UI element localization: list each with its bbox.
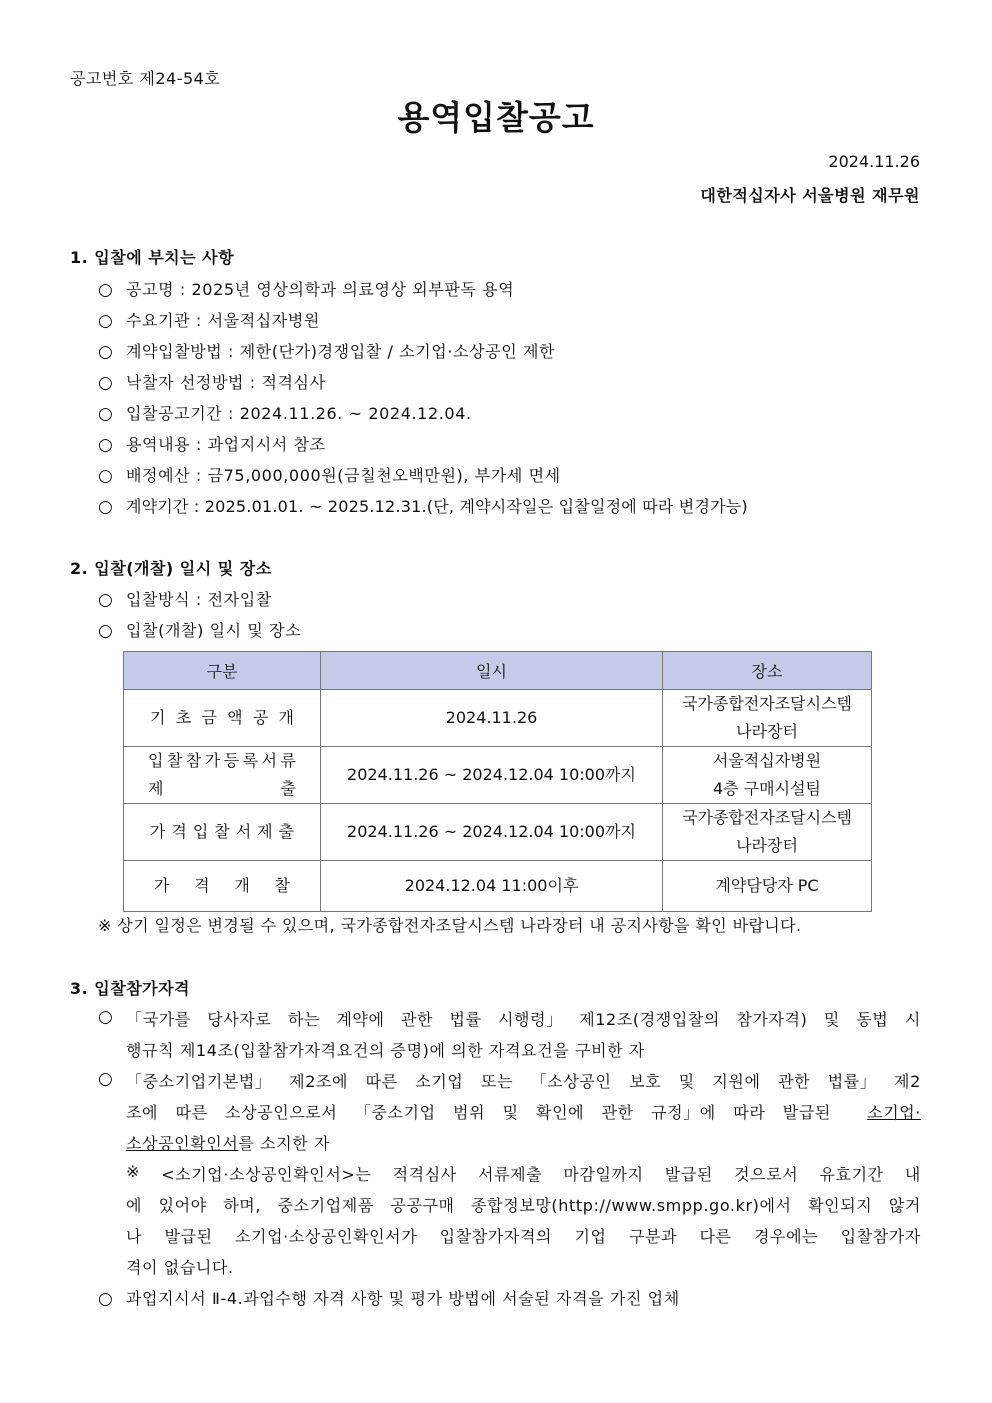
bullet-circle-icon: ○ bbox=[98, 497, 114, 517]
label-char: 개 bbox=[278, 708, 294, 727]
notice-number: 공고번호 제24-54호 bbox=[70, 69, 221, 88]
table-cell-category bbox=[124, 818, 320, 846]
bullet-text: 낙찰자 선정방법 : 적격심사 bbox=[126, 373, 326, 392]
table-cell-place: 계약담당자 PC bbox=[663, 861, 872, 912]
bullet-text: 계약입찰방법 : 제한(단가)경쟁입찰 / 소기업·소상공인 제한 bbox=[126, 342, 556, 361]
section-1-item bbox=[98, 308, 320, 331]
line-word: 관한 bbox=[778, 1072, 811, 1091]
line-word: 따른 bbox=[175, 1103, 208, 1122]
paragraph-line: 행규칙 제14조(입찰참가자격요건의 증명)에 의한 자격요건을 구비한 자 bbox=[126, 1041, 645, 1060]
table-cell-category bbox=[124, 704, 320, 732]
label-char: 등 bbox=[223, 751, 240, 770]
line-word: 하는 bbox=[287, 1010, 320, 1029]
label-char: 서 bbox=[235, 822, 252, 841]
place-line: 국가종합전자조달시스템 bbox=[681, 808, 853, 827]
line-word: 않거 bbox=[888, 1196, 921, 1215]
line-word: 유효기간 bbox=[819, 1165, 884, 1184]
table-row bbox=[124, 861, 872, 912]
label-char: 가 bbox=[204, 751, 221, 770]
label-char: 개 bbox=[234, 876, 250, 895]
line-word: 입찰참가자격의 bbox=[439, 1227, 553, 1246]
label-char: 금 bbox=[201, 708, 217, 727]
table-header-category: 구분 bbox=[124, 652, 321, 690]
bullet-circle-icon: ○ bbox=[98, 621, 114, 641]
section-1-item bbox=[98, 277, 514, 300]
line-word: 입찰참가자 bbox=[840, 1227, 921, 1246]
justified-line bbox=[126, 1224, 921, 1247]
bullet-text: 입찰(개찰) 일시 및 장소 bbox=[126, 621, 302, 640]
label-char: 기 bbox=[150, 708, 166, 727]
justified-line bbox=[126, 1162, 921, 1185]
table-header-place: 장소 bbox=[663, 652, 872, 690]
bullet-text: 입찰방식 : 전자입찰 bbox=[126, 590, 272, 609]
line-word: 및 bbox=[502, 1103, 519, 1122]
line-word: 및 bbox=[678, 1072, 695, 1091]
justified-line bbox=[126, 1069, 921, 1092]
bullet-circle-icon: ○ bbox=[98, 1007, 114, 1027]
underlined-text: 소기업· bbox=[867, 1103, 921, 1122]
table-cell-datetime: 2024.12.04 11:00이후 bbox=[321, 861, 663, 912]
line-word: 종합정보망(http://www.smpp.go.kr)에서 bbox=[471, 1196, 792, 1215]
place-line: 4층 구매시설팀 bbox=[712, 779, 821, 798]
table-cell-place bbox=[663, 747, 872, 804]
line-word: 중소기업제품 bbox=[277, 1196, 374, 1215]
line-word: 구분과 bbox=[628, 1227, 678, 1246]
line-word: 적격심사 bbox=[392, 1165, 457, 1184]
line-word: 공공구매 bbox=[390, 1196, 455, 1215]
line-word: 기업 bbox=[574, 1227, 607, 1246]
line-word: 시행령」 bbox=[498, 1010, 563, 1029]
section-2-item bbox=[98, 618, 301, 641]
label-char: 참 bbox=[185, 751, 202, 770]
label-char: 입 bbox=[192, 822, 209, 841]
table-cell-datetime: 2024.11.26 ~ 2024.12.04 10:00까지 bbox=[321, 747, 663, 804]
label-char: 찰 bbox=[214, 822, 230, 841]
line-word: 동법 bbox=[856, 1010, 889, 1029]
section-2-item bbox=[98, 587, 272, 610]
line-word: 또는 bbox=[481, 1072, 514, 1091]
line-word: 「소상공인 bbox=[530, 1072, 612, 1091]
label-char: 액 bbox=[227, 708, 243, 727]
place-line: 나라장터 bbox=[736, 836, 798, 855]
line-word: 따른 bbox=[365, 1072, 398, 1091]
table-row bbox=[124, 747, 872, 804]
line-word: 제2 bbox=[894, 1072, 921, 1091]
line-word: 내 bbox=[904, 1165, 921, 1184]
document-title: 용역입찰공고 bbox=[397, 98, 595, 137]
line-word: 범위 bbox=[453, 1103, 486, 1122]
line-word: 있어야 bbox=[158, 1196, 207, 1215]
label-char: 류 bbox=[280, 751, 296, 770]
line-word: ※ bbox=[126, 1162, 141, 1181]
table-cell-place bbox=[663, 690, 872, 747]
bullet-circle-icon: ○ bbox=[98, 590, 114, 610]
label-char: 찰 bbox=[166, 751, 183, 770]
category-line bbox=[124, 747, 320, 775]
table-cell-datetime: 2024.11.26 bbox=[321, 690, 663, 747]
section-3-heading: 3. 입찰참가자격 bbox=[70, 979, 191, 998]
section-3-item-2 bbox=[98, 1069, 126, 1089]
bullet-text: 배정예산 : 금75,000,000원(금칠천오백만원), 부가세 면세 bbox=[126, 466, 561, 485]
bullet-circle-icon: ○ bbox=[98, 342, 114, 362]
line-word: 법률」 bbox=[827, 1072, 877, 1091]
section-1-item bbox=[98, 370, 326, 393]
line-word: 관한 bbox=[400, 1010, 434, 1029]
line-word: 소상공인으로서 bbox=[225, 1103, 338, 1122]
table-header-datetime: 일시 bbox=[321, 652, 663, 690]
line-word: 제12조(경쟁입찰의 bbox=[579, 1010, 720, 1029]
line-word: 소기업 bbox=[415, 1072, 464, 1091]
bullet-text: 계약기간 : 2025.01.01. ~ 2025.12.31.(단, 계약시작일은 입찰일정에 따라 변경가능) bbox=[126, 497, 748, 516]
paragraph-line: 격이 없습니다. bbox=[126, 1258, 234, 1277]
line-word: 하며, bbox=[223, 1196, 262, 1215]
section-1-item bbox=[98, 494, 748, 517]
table-cell-datetime: 2024.11.26 ~ 2024.12.04 10:00까지 bbox=[321, 804, 663, 861]
bullet-circle-icon: ○ bbox=[98, 373, 114, 393]
line-word: 시 bbox=[904, 1010, 921, 1029]
line-word: 소기업·소상공인확인서가 bbox=[234, 1227, 418, 1246]
line-word: 마감일까지 bbox=[563, 1165, 644, 1184]
line-word: 발급된 bbox=[664, 1165, 713, 1184]
line-word: 확인에 bbox=[536, 1103, 585, 1122]
bullet-circle-icon: ○ bbox=[98, 280, 114, 300]
line-word: 다른 bbox=[699, 1227, 732, 1246]
notice-date: 2024.11.26 bbox=[828, 152, 920, 171]
justified-line bbox=[126, 1193, 921, 1216]
line-word: 경우에는 bbox=[754, 1227, 819, 1246]
label-char: 가 bbox=[150, 822, 166, 841]
line-word: 「중소기업기본법」 bbox=[126, 1072, 272, 1091]
label-char: 격 bbox=[194, 876, 210, 895]
label-char: 입 bbox=[148, 751, 164, 770]
line-word: <소기업·소상공인확인서>는 bbox=[161, 1165, 372, 1184]
bullet-text: 입찰공고기간 : 2024.11.26. ~ 2024.12.04. bbox=[126, 404, 472, 423]
label-char: 격 bbox=[171, 822, 187, 841]
label-char: 제 bbox=[257, 822, 273, 841]
line-word: 및 bbox=[823, 1010, 840, 1029]
label-char: 공 bbox=[252, 708, 269, 727]
line-word: 나 bbox=[126, 1227, 143, 1246]
line-word: 규정」에 bbox=[651, 1103, 716, 1122]
section-3-item-1 bbox=[98, 1007, 126, 1027]
bullet-circle-icon: ○ bbox=[98, 311, 114, 331]
bullet-text: 공고명 : 2025년 영상의학과 의료영상 외부판독 용역 bbox=[126, 280, 515, 299]
table-header-row bbox=[124, 652, 872, 690]
line-word: 법률 bbox=[449, 1010, 482, 1029]
line-word: 따라 bbox=[733, 1103, 766, 1122]
place-line: 서울적십자병원 bbox=[712, 751, 822, 770]
bullet-circle-icon: ○ bbox=[98, 404, 114, 424]
line-word: 에 bbox=[126, 1196, 143, 1215]
label-char: 록 bbox=[242, 751, 259, 770]
line-word: 「국가를 bbox=[126, 1010, 191, 1029]
bullet-circle-icon: ○ bbox=[98, 1289, 114, 1309]
line-word: 지원에 bbox=[712, 1072, 761, 1091]
line-word: 제2조에 bbox=[289, 1072, 349, 1091]
label-char: 서 bbox=[261, 751, 277, 770]
underlined-text: 소상공인확인서 bbox=[126, 1134, 239, 1153]
section-1-item bbox=[98, 339, 555, 362]
line-word: 당사자로 bbox=[207, 1010, 272, 1029]
line-words bbox=[126, 1100, 831, 1123]
section-2-heading: 2. 입찰(개찰) 일시 및 장소 bbox=[70, 559, 272, 578]
table-cell-category bbox=[124, 747, 321, 804]
bullet-text: 용역내용 : 과업지시서 참조 bbox=[126, 435, 326, 454]
section-1-item bbox=[98, 432, 326, 455]
schedule-table bbox=[123, 651, 872, 912]
section-1-heading: 1. 입찰에 부치는 사항 bbox=[70, 248, 235, 267]
line-word: 보호 bbox=[629, 1072, 662, 1091]
label-char: 초 bbox=[175, 708, 192, 727]
label-char: 찰 bbox=[274, 876, 290, 895]
table-cell-place bbox=[663, 804, 872, 861]
justified-line bbox=[126, 1007, 921, 1030]
line-word: 참가자격) bbox=[736, 1010, 808, 1029]
line-word: 「중소기업 bbox=[354, 1103, 436, 1122]
line-word: 확인되지 bbox=[808, 1196, 873, 1215]
table-cell-category bbox=[124, 872, 320, 900]
line-word: 서류제출 bbox=[478, 1165, 543, 1184]
table-row bbox=[124, 804, 872, 861]
place-line: 나라장터 bbox=[736, 722, 798, 741]
place-line: 국가종합전자조달시스템 bbox=[681, 694, 853, 713]
bullet-text: 과업지시서 Ⅱ-4.과업수행 자격 사항 및 평가 방법에 서술된 자격을 가진 업체 bbox=[126, 1289, 680, 1308]
label-char: 가 bbox=[154, 876, 170, 895]
bullet-circle-icon: ○ bbox=[98, 466, 114, 486]
line-word: 관한 bbox=[601, 1103, 634, 1122]
label-char: 출 bbox=[278, 822, 294, 841]
line-word: 계약에 bbox=[336, 1010, 385, 1029]
issuing-organization: 대한적십자사 서울병원 재무원 bbox=[700, 186, 920, 205]
schedule-note: ※ 상기 일정은 변경될 수 있으며, 국가종합전자조달시스템 나라장터 내 공지사항을 확인 바랍니다. bbox=[98, 916, 802, 935]
paragraph-line: 소상공인확인서를 소지한 자 bbox=[126, 1134, 331, 1153]
justified-line bbox=[126, 1100, 921, 1123]
bullet-circle-icon: ○ bbox=[98, 435, 114, 455]
section-1-item bbox=[98, 401, 472, 424]
bullet-circle-icon: ○ bbox=[98, 1069, 114, 1089]
line-word: 조에 bbox=[126, 1103, 159, 1122]
table-row bbox=[124, 690, 872, 747]
line-word: 발급된 bbox=[164, 1227, 213, 1246]
line-word: 발급된 bbox=[782, 1103, 831, 1122]
line-word: 것으로서 bbox=[734, 1165, 799, 1184]
bullet-text: 수요기관 : 서울적십자병원 bbox=[126, 311, 320, 330]
category-line: 제 출 bbox=[148, 779, 296, 798]
section-1-item bbox=[98, 463, 561, 486]
section-3-item-3 bbox=[98, 1286, 680, 1309]
